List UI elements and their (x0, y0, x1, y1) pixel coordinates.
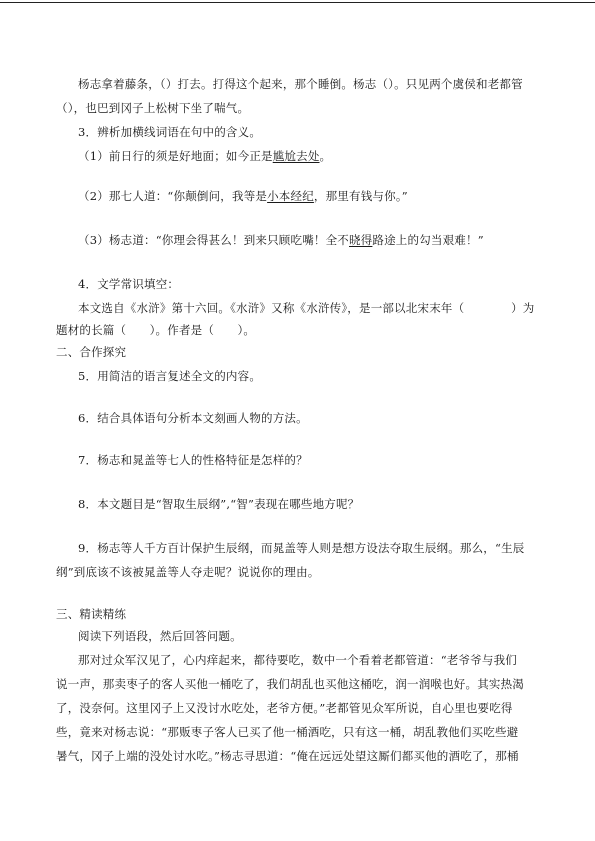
q3-2-text: （2）那七人道：“你颠倒问，我等是 (78, 189, 268, 203)
text-line: （），也巴到冈子上松树下坐了喘气。 (56, 101, 250, 115)
q3-3-end: 路途上的勾当艰难！” (372, 233, 484, 247)
section-heading-2: 二、合作探究 (56, 345, 127, 359)
underlined-term: 晓得 (349, 233, 373, 247)
q3-2-end: ，那里有钱与你。” (313, 189, 408, 203)
reading-passage-line: 说一声，那卖枣子的客人买他一桶吃了，我们胡乱也买他这桶吃，润一润喉也好。其实热渴 (56, 677, 524, 691)
reading-passage-line: 些，竟来对杨志说：“那贩枣子客人已买了他一桶酒吃，只有这一桶，胡乱教他们买吃些避 (56, 725, 519, 739)
question-3-1 (78, 148, 331, 164)
question-3-2 (78, 188, 408, 204)
reading-passage-line: 了，没奈何。这里冈子上又没讨水吃处，老爷方便。”老都管见众军所说，自心里也要吃得 (56, 701, 513, 715)
underlined-term: 小本经纪 (267, 189, 314, 203)
reading-passage-line: 那对过众军汉见了，心内痒起来，都待要吃，数中一个看着老都管道：“老爷爷与我们 (78, 653, 517, 667)
question-8: 8．本文题目是“智取生辰纲”,“智”表现在哪些地方呢？ (78, 497, 360, 511)
question-4: 4．文学常识填空： (78, 277, 180, 291)
top-rule (0, 2, 595, 3)
q3-1-text: （1）前日行的须是好地面；如今正是 (78, 149, 273, 163)
question-4-line-1: 本文选自《水浒》第十六回。《水浒》又称《水浒传》，是一部以北宋末年（ ）为 (78, 301, 535, 315)
question-7: 7．杨志和晁盖等七人的性格特征是怎样的？ (78, 453, 308, 467)
question-9-line-1: 9．杨志等人千方百计保护生辰纲，而晁盖等人则是想方设法夺取生辰纲。那么，“生辰 (78, 541, 525, 555)
q3-1-end: 。 (319, 149, 332, 163)
question-6: 6．结合具体语句分析本文刻画人物的方法。 (78, 411, 308, 425)
reading-instruction: 阅读下列语段，然后回答问题。 (78, 629, 242, 643)
question-4-line-2: 题材的长篇（ ）。作者是（ ）。 (56, 323, 256, 337)
q3-3-text: （3）杨志道：“你理会得甚么！到来只顾吃嘴！全不 (78, 233, 349, 247)
section-heading-3: 三、精读精练 (56, 607, 127, 621)
question-5: 5．用简洁的语言复述全文的内容。 (78, 369, 262, 383)
question-9-line-2: 纲”到底该不该被晁盖等人夺走呢？说说你的理由。 (56, 565, 320, 579)
question-3: 3．辨析加横线词语在句中的含义。 (78, 125, 262, 139)
underlined-term: 尴尬去处 (272, 149, 320, 163)
question-3-3 (78, 232, 484, 248)
text-line: 杨志拿着藤条，（）打去。打得这个起来，那个睡倒。杨志（）。只见两个虞侯和老都管 (78, 77, 523, 91)
reading-passage-line: 暑气，冈子上端的没处讨水吃。”杨志寻思道：“俺在远远处望这厮们都买他的酒吃了，那桶 (56, 749, 519, 763)
